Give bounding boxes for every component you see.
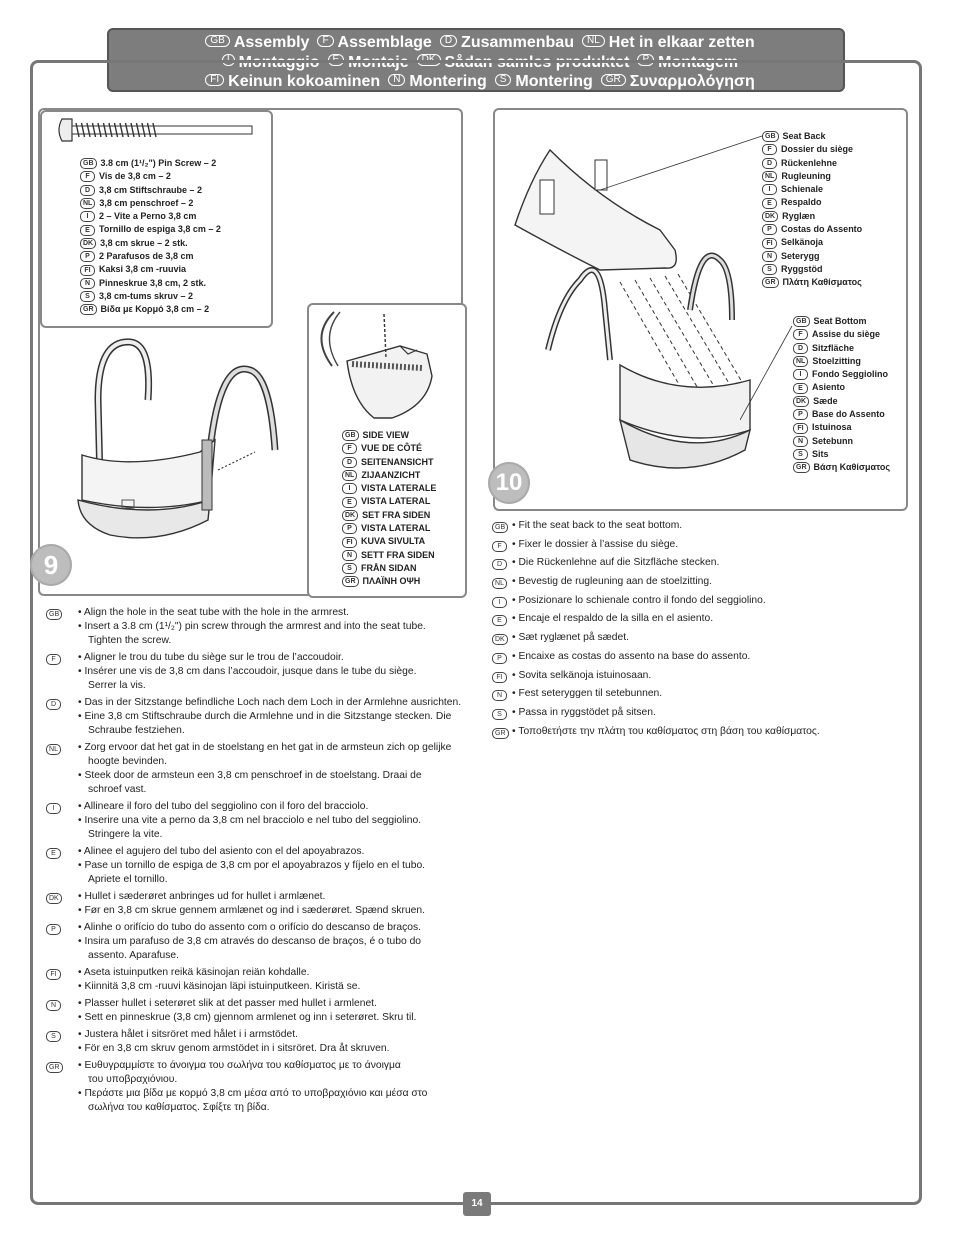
language-code-nl: NL <box>342 470 357 481</box>
instruction-line: σωλήνα του καθίσματος. Σφίξτε τη βίδα. <box>88 1102 270 1113</box>
side-view-label <box>342 429 436 589</box>
seat-back-label <box>762 196 862 209</box>
language-code-dk: DK <box>80 238 96 249</box>
header-title: Montering <box>515 73 593 90</box>
instruction-block <box>492 594 820 608</box>
seat-bottom-label <box>793 421 890 434</box>
side-view-item <box>342 522 436 535</box>
side-view-illustration <box>312 306 462 426</box>
language-code-p: P <box>793 409 808 420</box>
language-code-n: N <box>342 550 357 561</box>
instruction-line: • Aseta istuinputken reikä käsinojan reiän kohdalle. <box>78 967 310 978</box>
language-code-gr: GR <box>793 462 810 473</box>
instruction-block <box>492 687 820 701</box>
instruction-line: • Die Rückenlehne auf die Sitzfläche stecken. <box>512 557 720 569</box>
header-title: Montering <box>409 73 487 90</box>
seat-back-label <box>762 236 862 249</box>
instruction-block <box>492 725 820 739</box>
language-code-nl: NL <box>492 578 507 589</box>
language-code-e: E <box>46 848 61 859</box>
instruction-line: • Før en 3,8 cm skrue gennem armlænet og ind i sæderøret. Spænd skruen. <box>78 905 425 916</box>
seat-back-label <box>762 157 862 170</box>
part-item-text: 3,8 cm penschroef – 2 <box>99 197 194 208</box>
seat-bottom-label-text: Sits <box>812 448 829 459</box>
language-code-nl: NL <box>80 198 95 209</box>
instruction-block <box>46 651 461 693</box>
seat-back-leader-line <box>600 130 770 200</box>
instruction-line: • Insérer une vis de 3,8 cm dans l’accoudoir, jusque dans le tube du siège. <box>78 666 417 677</box>
language-code-gb: GB <box>492 522 508 533</box>
side-view-item <box>342 456 436 469</box>
language-code-p: P <box>492 653 507 664</box>
language-code-f: F <box>492 541 507 552</box>
language-code-gr: GR <box>342 576 359 587</box>
part-item-text: 2 – Vite a Perno 3,8 cm <box>99 211 197 222</box>
language-code-i: I <box>793 369 808 380</box>
instruction-line: • Pase un tornillo de espiga de 3,8 cm por el apoyabrazos y fíjelo en el tubo. <box>78 860 426 871</box>
language-code-e: E <box>492 615 507 626</box>
instruction-block <box>46 845 461 887</box>
side-view-item <box>342 469 436 482</box>
language-code-nl: NL <box>762 171 777 182</box>
language-code-i: I <box>46 803 61 814</box>
instruction-line: • Τοποθετήστε την πλάτη του καθίσματος στη βάση του καθίσματος. <box>512 725 820 737</box>
part-item <box>80 223 221 236</box>
header-language-code: GR <box>601 74 626 86</box>
seat-bottom-label-text: Base do Assento <box>812 409 885 420</box>
side-view-item-text: SETT FRA SIDEN <box>361 549 435 560</box>
seat-bottom-label <box>793 435 890 448</box>
side-view-item <box>342 495 436 508</box>
seat-back-label-text: Dossier du siège <box>781 144 854 155</box>
instruction-block <box>492 575 820 589</box>
instruction-line: schroef vast. <box>88 784 147 795</box>
seat-bottom-label <box>793 315 890 328</box>
language-code-dk: DK <box>342 510 358 521</box>
seat-back-label <box>762 263 862 276</box>
language-code-d: D <box>492 559 507 570</box>
language-code-gb: GB <box>80 158 97 169</box>
side-view-item <box>342 442 436 455</box>
seat-back-label-text: Ryggstöd <box>781 263 823 274</box>
side-view-item-text: VUE DE CÔTÉ <box>361 443 423 454</box>
side-view-item <box>342 562 436 575</box>
part-item <box>80 184 221 197</box>
instruction-block <box>46 921 461 963</box>
part-item-text: Βίδα με Κορμό 3,8 cm – 2 <box>100 304 210 315</box>
instruction-line: • Align the hole in the seat tube with the hole in the armrest. <box>78 607 349 618</box>
step9-instructions <box>46 606 461 1118</box>
language-code-dk: DK <box>793 396 809 407</box>
instruction-line: • Posizionare lo schienale contro il fondo del seggiolino. <box>512 594 766 606</box>
header-language-code: I <box>222 54 235 66</box>
language-code-fi: FI <box>80 265 95 276</box>
part-item <box>80 303 221 316</box>
seat-bottom-label <box>793 408 890 421</box>
language-code-fi: FI <box>46 969 61 980</box>
seat-bottom-label-text: Sæde <box>813 395 838 406</box>
language-code-nl: NL <box>793 356 808 367</box>
instruction-line: • Allineare il foro del tubo del seggiolino con il foro del bracciolo. <box>78 801 369 812</box>
header-row <box>109 33 843 53</box>
language-code-s: S <box>492 709 507 720</box>
side-view-item-text: ZIJAANZICHT <box>361 469 421 480</box>
part-item-text: 3,8 cm Stiftschraube – 2 <box>99 184 203 195</box>
page-number: 14 <box>463 1192 491 1216</box>
instruction-line: assento. Aparafuse. <box>88 950 180 961</box>
instruction-line: • Sett en pinneskrue (3,8 cm) gjennom armlenet og inn i seterøret. Skru til. <box>78 1012 417 1023</box>
side-view-item <box>342 509 436 522</box>
language-code-s: S <box>762 264 777 275</box>
header-title: Montaggio <box>238 53 320 71</box>
language-code-f: F <box>80 171 95 182</box>
side-view-item-text: SIDE VIEW <box>362 430 410 440</box>
header-language-code: F <box>317 35 333 47</box>
part-item <box>80 277 221 290</box>
language-code-d: D <box>80 185 95 196</box>
part-item-text: 2 Parafusos de 3,8 cm <box>99 251 194 262</box>
header-language-code: GB <box>205 35 229 47</box>
side-view-item-text: VISTA LATERAL <box>361 523 431 534</box>
seat-bottom-label-text: Stoelzitting <box>812 355 861 366</box>
part-item <box>80 210 221 223</box>
language-code-e: E <box>762 198 777 209</box>
instruction-block <box>492 538 820 552</box>
seat-back-label <box>762 210 862 223</box>
header-title: Montagem <box>658 53 739 71</box>
language-code-gb: GB <box>793 316 810 327</box>
instruction-block <box>46 696 461 738</box>
part-item <box>80 157 221 170</box>
seat-bottom-label-text: Sitzfläche <box>812 342 855 353</box>
language-code-n: N <box>762 251 777 262</box>
side-view-item-text: SEITENANSICHT <box>361 456 434 467</box>
language-code-fi: FI <box>762 238 777 249</box>
language-code-fi: FI <box>793 423 808 434</box>
language-code-gb: GB <box>46 609 62 620</box>
language-code-s: S <box>46 1031 61 1042</box>
seat-bottom-label <box>793 381 890 394</box>
language-code-n: N <box>793 436 808 447</box>
language-code-i: I <box>80 211 95 222</box>
instruction-line: • Fest seteryggen til setebunnen. <box>512 688 663 700</box>
language-code-n: N <box>492 690 507 701</box>
header-language-code: FI <box>205 74 224 86</box>
language-code-i: I <box>342 483 357 494</box>
instruction-block <box>492 650 820 664</box>
instruction-line: • Kiinnitä 3,8 cm -ruuvi käsinojan läpi istuinputkeen. Kiristä se. <box>78 981 361 992</box>
language-code-s: S <box>793 449 808 460</box>
seat-back-label <box>762 183 862 196</box>
instruction-line: • Alinhe o orifício do tubo do assento com o orifício do descanso de braços. <box>78 922 422 933</box>
instruction-line: • För en 3,8 cm skruv genom armstödet in i sitsröret. Dra åt skruven. <box>78 1043 390 1054</box>
instruction-line: • Passa in ryggstödet på sitsen. <box>512 706 656 718</box>
seat-back-label-text: Seat Back <box>782 131 826 141</box>
language-code-fi: FI <box>492 672 507 683</box>
language-code-e: E <box>793 383 808 394</box>
step9-seat-illustration <box>70 330 310 570</box>
language-code-p: P <box>762 224 777 235</box>
seat-back-label-text: Seterygg <box>781 250 820 261</box>
seat-back-label <box>762 250 862 263</box>
part-item <box>80 263 221 276</box>
language-code-d: D <box>342 457 357 468</box>
instruction-line: hoogte bevinden. <box>88 756 168 767</box>
header-title: Het in elkaar zetten <box>608 34 755 51</box>
part-item-text: 3,8 cm-tums skruv – 2 <box>99 290 194 301</box>
language-code-d: D <box>762 158 777 169</box>
pin-screw-illustration <box>58 114 268 146</box>
part-item <box>80 170 221 183</box>
instruction-line: • Sæt ryglænet på sædet. <box>512 632 629 644</box>
instruction-block <box>492 631 820 645</box>
seat-bottom-label-text: Setebunn <box>812 435 854 446</box>
instruction-line: • Περάστε μια βίδα με κορμό 3,8 cm μέσα από το υποβραχιόνιο και μέσα στο <box>78 1088 428 1099</box>
seat-bottom-label <box>793 355 890 368</box>
instruction-line: • Justera hålet i sitsröret med hålet i i armstödet. <box>78 1029 298 1040</box>
seat-bottom-label <box>793 368 890 381</box>
instruction-block <box>46 800 461 842</box>
seat-back-label-text: Respaldo <box>781 197 822 208</box>
header-title: Συναρμολόγηση <box>629 73 755 90</box>
instruction-line: • Ευθυγραμμίστε το άνοιγμα του σωλήνα του καθίσματος με το άνοιγμα <box>78 1060 401 1071</box>
instruction-line: • Plasser hullet i seterøret slik at det passer med hullet i armlenet. <box>78 998 377 1009</box>
language-code-p: P <box>46 924 61 935</box>
header-language-code: NL <box>582 35 605 47</box>
instruction-line: • Fit the seat back to the seat bottom. <box>512 520 683 531</box>
part-item <box>80 290 221 303</box>
language-code-p: P <box>342 523 357 534</box>
instruction-line: • Bevestig de rugleuning aan de stoelzitting. <box>512 576 712 588</box>
instruction-block <box>46 606 461 648</box>
language-code-d: D <box>793 343 808 354</box>
header-language-code: P <box>637 54 654 66</box>
header-title: Sådan samles produktet <box>444 53 630 71</box>
instruction-block <box>46 997 461 1025</box>
seat-back-label <box>762 170 862 183</box>
language-code-f: F <box>793 329 808 340</box>
header-title: Assembly <box>233 34 310 51</box>
instruction-line: • Encaixe as costas do assento na base do assento. <box>512 650 751 662</box>
part-item-text: Tornillo de espiga 3,8 cm – 2 <box>99 224 221 235</box>
seat-bottom-label <box>793 461 890 474</box>
side-view-item-text: FRÅN SIDAN <box>361 562 417 573</box>
language-code-gr: GR <box>46 1062 63 1073</box>
parts-list <box>80 157 221 317</box>
instruction-block <box>492 669 820 683</box>
language-code-dk: DK <box>762 211 778 222</box>
language-code-f: F <box>762 144 777 155</box>
side-view-item <box>342 482 436 495</box>
instruction-block <box>492 612 820 626</box>
instruction-line: • Eine 3,8 cm Stiftschraube durch die Armlehne und in die Sitzstange stecken. Die <box>78 711 452 722</box>
language-code-f: F <box>342 443 357 454</box>
header-language-code: S <box>495 74 512 86</box>
language-code-n: N <box>80 278 95 289</box>
instruction-line: • Encaje el respaldo de la silla en el asiento. <box>512 613 714 625</box>
part-item-text: 3.8 cm (1¹/₂") Pin Screw – 2 <box>100 158 217 168</box>
instruction-block <box>492 519 820 533</box>
instruction-line: Apriete el tornillo. <box>88 874 168 885</box>
instruction-line: • Alinee el agujero del tubo del asiento con el del apoyabrazos. <box>78 846 365 857</box>
side-view-item <box>342 429 436 442</box>
instruction-block <box>492 556 820 570</box>
part-item-text: 3,8 cm skrue – 2 stk. <box>100 237 188 248</box>
instruction-line: • Hullet i sæderøret anbringes ud for hullet i armlænet. <box>78 891 326 902</box>
seat-back-label-text: Rückenlehne <box>781 157 838 168</box>
seat-back-label <box>762 223 862 236</box>
instruction-line: Tighten the screw. <box>88 635 172 646</box>
side-view-item-text: ΠΛΑΪΝΗ ΟΨΗ <box>362 576 421 587</box>
language-code-p: P <box>80 251 95 262</box>
instruction-block <box>492 706 820 720</box>
seat-back-labels <box>762 130 862 290</box>
instruction-line: • Fixer le dossier à l’assise du siège. <box>512 538 679 550</box>
side-view-item <box>342 549 436 562</box>
instruction-line: • Aligner le trou du tube du siège sur le trou de l’accoudoir. <box>78 652 344 663</box>
part-item <box>80 250 221 263</box>
instruction-line: • Insert a 3.8 cm (1¹/₂") pin screw through the armrest and into the seat tube. <box>78 621 426 632</box>
language-code-e: E <box>80 225 95 236</box>
seat-bottom-label-text: Fondo Seggiolino <box>812 369 888 380</box>
side-view-item-text: KUVA SIVULTA <box>361 536 426 547</box>
seat-bottom-label <box>793 395 890 408</box>
side-view-item-text: SET FRA SIDEN <box>362 509 431 520</box>
seat-back-label <box>762 130 862 143</box>
seat-back-label-text: Ryglæn <box>782 210 816 221</box>
step-9-number: 9 <box>30 544 72 586</box>
language-code-gr: GR <box>80 304 97 315</box>
language-code-f: F <box>46 654 61 665</box>
header-title: Montaje <box>348 53 409 71</box>
instruction-line: Schraube festziehen. <box>88 725 185 736</box>
language-code-fi: FI <box>342 537 357 548</box>
seat-back-label-text: Selkänoja <box>781 237 824 248</box>
side-view-item <box>342 535 436 548</box>
seat-back-label <box>762 143 862 156</box>
part-item <box>80 237 221 250</box>
header-language-code: E <box>328 54 345 66</box>
instruction-block <box>46 966 461 994</box>
language-code-s: S <box>80 291 95 302</box>
header-title: Zusammenbau <box>461 34 574 51</box>
seat-bottom-label-text: Assise du siège <box>812 329 881 340</box>
seat-back-label-text: Πλάτη Καθίσματος <box>782 277 862 288</box>
language-code-gr: GR <box>492 728 509 739</box>
header-title: Keinun kokoaminen <box>228 73 381 90</box>
instruction-line: του υποβραχιόνιου. <box>88 1074 178 1085</box>
seat-bottom-leader-line <box>740 320 800 430</box>
instruction-line: • Zorg ervoor dat het gat in de stoelstang en het gat in de armsteun zich op gelijke <box>78 742 452 753</box>
instruction-line: Serrer la vis. <box>88 680 146 691</box>
seat-bottom-label-text: Istuinosa <box>812 422 852 433</box>
language-code-i: I <box>492 597 507 608</box>
seat-bottom-label-text: Seat Bottom <box>813 316 867 326</box>
seat-bottom-label <box>793 448 890 461</box>
seat-bottom-label-text: Βάση Καθίσματος <box>813 462 891 473</box>
instruction-block <box>46 890 461 918</box>
header-language-code: D <box>440 35 457 47</box>
language-code-d: D <box>46 699 61 710</box>
side-view-item-text: VISTA LATERALE <box>361 483 437 494</box>
seat-bottom-label <box>793 328 890 341</box>
language-code-gr: GR <box>762 277 779 288</box>
language-code-n: N <box>46 1000 61 1011</box>
side-view-item-text: VISTA LATERAL <box>361 496 431 507</box>
header-title: Assemblage <box>337 34 432 51</box>
language-code-s: S <box>342 563 357 574</box>
seat-back-label-text: Costas do Assento <box>781 224 863 235</box>
instruction-line: • Das in der Sitzstange befindliche Loch nach dem Loch in der Armlehne ausrichten. <box>78 697 462 708</box>
part-item-text: Kaksi 3,8 cm -ruuvia <box>99 264 187 275</box>
language-code-gb: GB <box>762 131 779 142</box>
step10-instructions <box>492 519 820 743</box>
seat-bottom-label <box>793 342 890 355</box>
instruction-line: Stringere la vite. <box>88 829 163 840</box>
seat-back-label <box>762 276 862 289</box>
instruction-line: • Inserire una vite a perno da 3,8 cm nel bracciolo e nel tubo del seggiolino. <box>78 815 422 826</box>
instruction-line: • Steek door de armsteun een 3,8 cm penschroef in de stoelstang. Draai de <box>78 770 422 781</box>
instruction-block <box>46 1059 461 1115</box>
seat-back-label-text: Schienale <box>781 184 824 195</box>
language-code-nl: NL <box>46 744 61 755</box>
seat-bottom-labels <box>793 315 890 475</box>
seat-bottom-label-text: Asiento <box>812 382 846 393</box>
instruction-line: • Sovita selkänoja istuinosaan. <box>512 669 652 681</box>
language-code-gb: GB <box>342 430 359 441</box>
language-code-i: I <box>762 184 777 195</box>
language-code-dk: DK <box>492 634 508 645</box>
header-language-code: DK <box>417 54 441 66</box>
seat-back-label-text: Rugleuning <box>781 170 831 181</box>
instruction-line: • Insira um parafuso de 3,8 cm através do descanso de braços, é o tubo do <box>78 936 422 947</box>
language-code-e: E <box>342 497 357 508</box>
language-code-dk: DK <box>46 893 62 904</box>
part-item <box>80 197 221 210</box>
step-10-number: 10 <box>488 462 530 504</box>
header-language-code: N <box>388 74 405 86</box>
instruction-block <box>46 741 461 797</box>
part-item-text: Pinneskrue 3,8 cm, 2 stk. <box>99 277 207 288</box>
part-item-text: Vis de 3,8 cm – 2 <box>99 171 171 182</box>
instruction-block <box>46 1028 461 1056</box>
side-view-item <box>342 575 436 588</box>
